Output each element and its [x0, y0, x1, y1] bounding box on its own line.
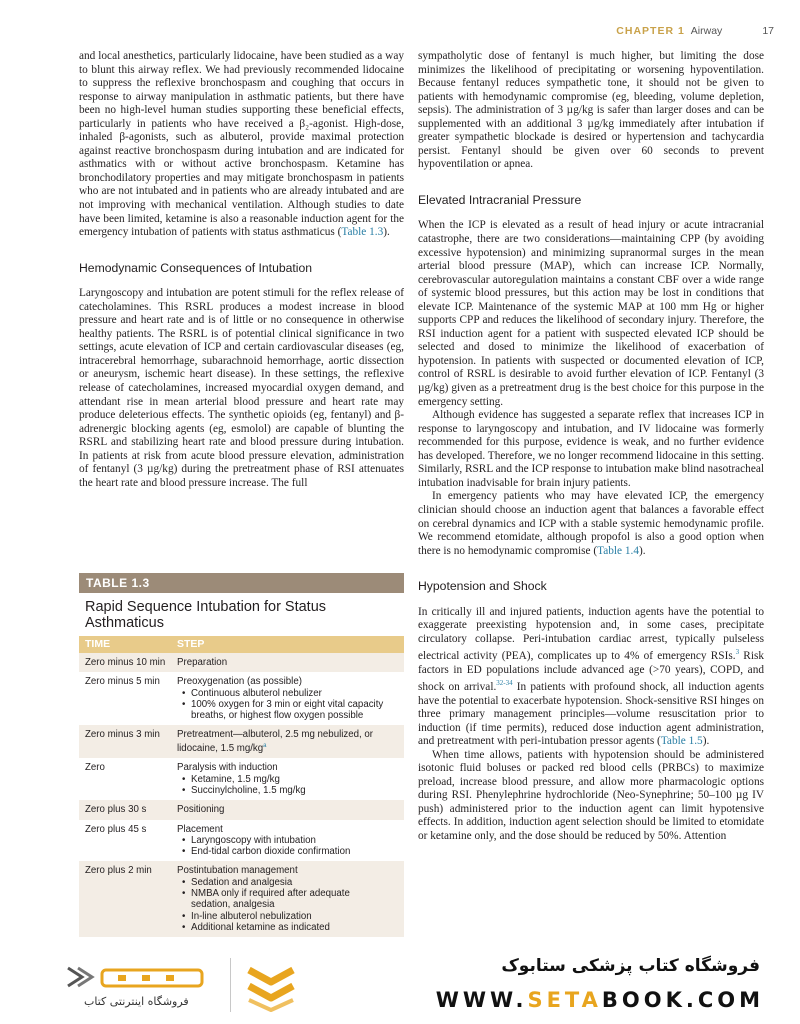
footnote-marker: a — [263, 742, 267, 749]
paragraph-text: ). — [383, 226, 390, 239]
cell-step — [177, 762, 404, 796]
citation-superscript[interactable]: 3 — [735, 648, 740, 657]
step-text: Placement — [177, 823, 223, 835]
paragraph-text: ). — [639, 544, 646, 557]
section-heading: Elevated Intracranial Pressure — [418, 192, 582, 207]
table-rsi-status-asthmaticus — [79, 573, 404, 937]
paragraph — [418, 490, 764, 558]
footer-banner — [0, 944, 800, 1024]
cell-time: Zero — [85, 762, 105, 774]
paragraph: Although evidence has suggested a separate reflex that increases ICP in response to laryngoscopy and intubation, and IV lidocaine was formerly recommended for this purpose, evidence is weak, and no further evidence has developed. Therefore, we no longer recommend lidocaine in this setting. Similarly, RSRL and the ICP response to intubation make blind nasotracheal intubation inadvisable for brain injury patients. — [418, 409, 764, 489]
running-header — [616, 23, 774, 39]
table-link[interactable]: Table 1.4 — [597, 544, 640, 557]
step-list-item: • NMBA only if required after adequate sedation, analgesia — [191, 888, 390, 911]
table-row — [79, 725, 404, 758]
cell-step — [177, 729, 404, 754]
table-row — [79, 653, 404, 672]
cell-time: Zero minus 10 min — [85, 657, 166, 668]
step-list-item: • Continuous albuterol nebulizer — [191, 688, 390, 699]
paragraph: When the ICP is elevated as a result of head injury or acute intracranial catastrophe, there are two considerations—maintaining CPP (by avoiding excessive hypotension) and minimizing supranormal surges in the mean arterial blood pressure (MAP), which can increase ICP. Normally, cerebrovascular autoregulation maintains a constant CBF over a wide range of systemic blood pressures, but this action may be lost in conditions that elevate ICP. Maintenance of the systemic MAP at 100 mm Hg or higher supports CPP and reduces the likelihood of secondary injury. Therefore, the RSI induction agent for a patient with suspected elevated ICP should be selected and dosed to minimize the likelihood of exacerbation of hypotension. In patients with suspected or documented elevation of ICP, control of RSRL is desirable to avoid further elevation of ICP. Fentanyl (3 µg/kg) given as a pretreatment drug is the best choice for this purpose in the emergency setting. — [418, 219, 764, 408]
step-list-item: • 100% oxygen for 3 min or eight vital capacity breaths, or highest flow oxygen possible — [191, 699, 390, 722]
chapter-label: CHAPTER 1 — [616, 25, 685, 37]
step-list — [177, 835, 390, 858]
step-list-item: • End-tidal carbon dioxide confirmation — [191, 846, 390, 857]
section-heading: Hypotension and Shock — [418, 579, 547, 594]
section-heading: Hemodynamic Consequences of Intubation — [79, 260, 313, 275]
paragraph: Laryngoscopy and intubation are potent stimuli for the reflex release of catecholamines. This RSRL produces a modest increase in blood pressure and heart rate and is of little or no consequence in otherwise healthy patients. The RSRL is of potential clinical significance in two settings, acute elevation of ICP and certain cardiovascular diseases (eg, intracerebral hemorrhage, subarachnoid hemorrhage, aortic dissection or aneurysm, ischemic heart disease). In these settings, the reflexive release of catecholamines, increased myocardial oxygen demand, and attendant rise in mean arterial blood pressure and heart rate may produce deleterious effects. The synthetic opioids (eg, fentanyl) and β-adrenergic blocking agents (eg, esmolol) are capable of blunting the RSRL and stabilizing heart rate and blood pressure during intubation. In patients at risk from acute blood pressure elevation, administration of fentanyl (3 µg/kg) during the pretreatment phase of RSI attenuates the heart rate and blood pressure increase. The full — [79, 287, 404, 489]
step-list — [177, 877, 390, 933]
step-text: Pretreatment—albuterol, 2.5 mg nebulized, or lidocaine, 1.5 mg/kg — [177, 729, 374, 755]
paragraph — [418, 606, 764, 749]
url-prefix: WWW. — [435, 988, 528, 1012]
cell-step — [177, 657, 404, 668]
table-header — [79, 636, 404, 653]
page-number: 17 — [762, 25, 774, 37]
table-body — [79, 653, 404, 937]
right-column — [418, 50, 764, 844]
store-name: فروشگاه کتاب پزشکی ستابوک — [501, 956, 760, 976]
step-text: Postintubation management — [177, 865, 298, 877]
table-row — [79, 861, 404, 937]
paragraph-text: In patients with profound shock, all induction agents have the potential to exacerbate hypotension. Shock-sensitive RSI hinges on three primary management principles—volume resuscitation prior to induction (if time permits), reduced dose induction agent administration, and pretreatment with peri-intubation pressor agents ( — [418, 680, 764, 748]
step-text: Paralysis with induction — [177, 762, 278, 774]
store-logo[interactable] — [62, 962, 227, 1010]
step-list-item: • In-line albuterol nebulization — [191, 911, 390, 922]
table-link[interactable]: Table 1.3 — [341, 226, 384, 239]
left-column — [79, 50, 404, 490]
column-header-step: STEP — [177, 638, 205, 650]
paragraph-text: ). — [702, 735, 710, 748]
cell-time: Zero minus 3 min — [85, 729, 160, 741]
table-title: Rapid Sequence Intubation for Status Asthmaticus — [85, 599, 327, 631]
url-highlight: SETA — [527, 988, 602, 1012]
step-text: Positioning — [177, 804, 225, 816]
table-link[interactable]: Table 1.5 — [660, 735, 703, 748]
paragraph — [79, 50, 404, 240]
store-url[interactable] — [436, 988, 764, 1012]
cell-time: Zero plus 2 min — [85, 865, 152, 877]
divider — [230, 958, 231, 1012]
paragraph-text: and local anesthetics, particularly lidocaine, have been studied as a way to blunt this airway reflex. We had previously recommended lidocaine to suppress the reflexive bronchospasm and coughing that occurs in response to airway manipulation in asthmatic patients, but there have been no high-level human studies supporting these beneficial effects, particularly in patients who have received a β₂-agonist. High-dose, inhaled β-agonists, such as albuterol, provide maximal protection against reactive bronchospasm during intubation and are indicated for asthmatics with or without active bronchospasm. Ketamine has bronchodilatory properties and may mitigate bronchospasm in patients who are not intubated and in patients who are already intubated and are not improving with mechanical ventilation. Although studies to date have been limited, ketamine is also a reasonable induction agent for the emergency intubation of patients with status asthmaticus ( — [79, 50, 404, 239]
store-logo-icon — [62, 962, 212, 992]
table-row — [79, 800, 404, 819]
paragraph-text: In emergency patients who may have elevated ICP, the emergency clinician should choose an induction agent that balances a favorable effect on cerebral dynamics and ICP with a stable systemic hemodynamic profile. We recommend etomidate, although propofol is also a good option when there is no hemodynamic compromise ( — [418, 490, 764, 557]
paragraph-text: In critically ill and injured patients, induction agents have the potential to exaggerate preexisting hypotension and, in some cases, precipitate circulatory collapse. Peri-intubation cardiac arrest, typically pulseless electrical activity (PEA), complicates up to 4% of emergency RSIs. — [418, 605, 764, 663]
paragraph-text: Risk factors in ED populations include advanced age (>70 years), COPD, and shock on arrival. — [418, 650, 764, 693]
paragraph: When time allows, patients with hypotension should be administered isotonic fluid boluses or packed red blood cells (PRBCs) to maximize preload, increase blood pressure, and allow more pharmacologic options during RSI. Phenylephrine hydrochloride (Neo-Synephrine; 50–100 µg IV push) administered prior to the induction agent can limit hypotensive effects. In addition, induction agent selection should be limited to etomidate or ketamine only, and the dose should be reduced by 50%. Attention — [418, 748, 764, 842]
table-row — [79, 820, 404, 862]
cell-time: Zero plus 30 s — [85, 804, 147, 816]
logo-subtitle: فروشگاه اینترنتی کتاب — [84, 995, 189, 1008]
column-header-time: TIME — [85, 638, 111, 650]
table-row — [79, 672, 404, 725]
step-list-item: • Ketamine, 1.5 mg/kg — [191, 774, 390, 785]
citation-superscript[interactable]: 32-34 — [496, 679, 513, 688]
step-text: Preoxygenation (as possible) — [177, 676, 302, 688]
step-list — [177, 688, 390, 722]
cell-step — [177, 865, 404, 933]
step-list-item: • Succinylcholine, 1.5 mg/kg — [191, 785, 390, 796]
cell-step — [177, 676, 404, 721]
step-list-item: • Sedation and analgesia — [191, 877, 390, 888]
cell-step — [177, 804, 404, 815]
step-text: Preparation — [177, 657, 228, 668]
table-label: TABLE 1.3 — [79, 573, 404, 593]
paragraph: sympatholytic dose of fentanyl is much higher, but limiting the dose minimizes the likelihood of precipitating or worsening hypoventilation. Because fentanyl reduces sympathetic tone, it should not be given to patients with hemodynamic compromise (eg, bleeding, volume depletion, sepsis). The administration of 3 µg/kg is safer than larger doses and can be supplemented with an additional 3 µg/kg immediately after intubation if greater sympathetic blockade is desired or hypertension and tachycardia persist. Fentanyl should be given over 60 seconds to prevent hypoventilation or apnea. — [418, 50, 764, 171]
chapter-title: Airway — [690, 25, 723, 37]
step-list-item: • Laryngoscopy with intubation — [191, 835, 390, 846]
cell-time: Zero plus 45 s — [85, 823, 147, 835]
book-emblem-icon — [243, 960, 299, 1012]
table-row — [79, 758, 404, 800]
url-suffix: BOOK.COM — [601, 988, 764, 1012]
step-list-item: • Additional ketamine as indicated — [191, 922, 390, 933]
cell-time: Zero minus 5 min — [85, 676, 160, 688]
step-list — [177, 774, 390, 797]
cell-step — [177, 824, 404, 858]
